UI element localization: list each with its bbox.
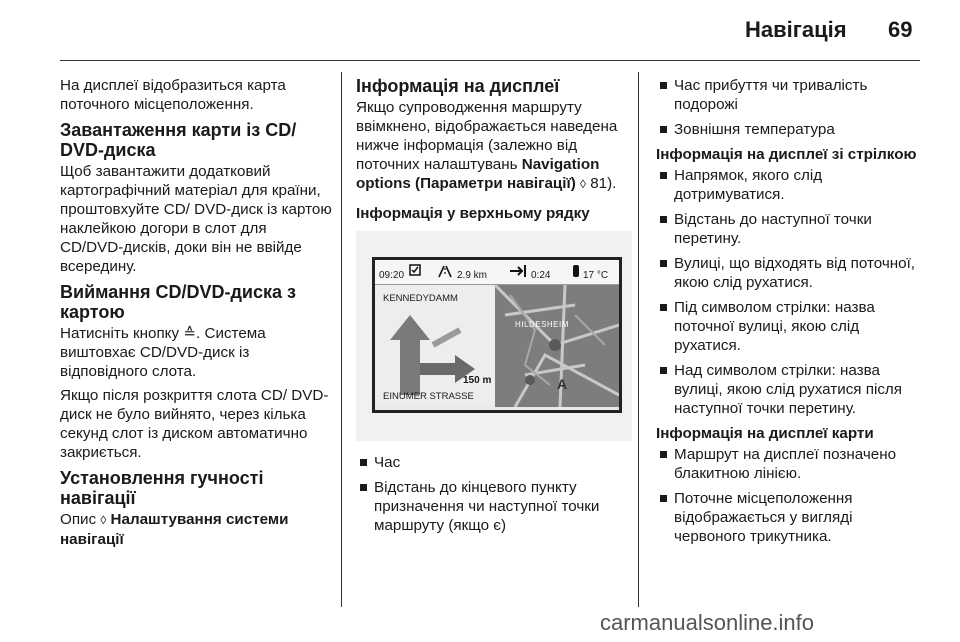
street-name-bottom: EINUMER STRASSE [383,391,474,402]
eject-paragraph-2: Якщо після розкриття слота CD/ DVD-диск не було вийнято, через кілька секунд слот із диском автоматично закриється. [60,387,329,461]
thermometer-icon [571,264,581,285]
column-1 [60,76,332,554]
status-bar [375,260,619,285]
list-item: Час прибуття чи тривалість подорожі [656,76,918,114]
eject-text-a: Натисніть кнопку [60,325,180,342]
section-heading-eject: Виймання CD/DVD-диска з картою [60,282,296,322]
road-icon [437,264,453,285]
volume-text: Опис [60,511,97,528]
map-letter-a: A [557,376,568,392]
header-rule [60,60,920,61]
column-divider-1 [341,72,342,607]
display-info-ref: 81). [590,175,617,192]
status-duration: 0:24 [531,270,551,281]
eject-text-b: . Система виштовхає CD/DVD-диск із відповідного слота. [60,325,266,380]
status-temperature: 17 °C [583,270,609,281]
clock-icon [409,264,421,283]
list-item: Вулиці, що відходять від поточної, якою слід рухатися. [656,254,918,292]
street-name-top: KENNEDYDAMM [383,293,458,304]
list-item: Час [356,453,634,472]
eject-paragraph [60,324,332,381]
section-heading-load-map: Завантаження карти із CD/ DVD-диска [60,120,297,160]
display-info-text: Якщо супроводження маршруту ввімкнено, відображається наведена нижче інформація (залежно від поточних налаштувань [356,99,618,173]
list-item: Поточне місцеположення відображається у вигляді червоного трикутника. [656,489,918,546]
list-item: Над символом стрілки: назва вулиці, якою слід рухатися після наступної точки перетину. [656,361,918,418]
footer-watermark: carmanualsonline.info [600,610,815,635]
load-map-paragraph: Щоб завантажити додатковий картографічний матеріал для країни, проштовхуйте CD/ DVD-диск із картою наклейкою догори в слот для CD/DVD-дисків, доки він не ввійде всередину. [60,163,332,275]
subheading-arrow-display: Інформація на дисплеї зі стрілкою [656,146,917,163]
navigation-screen [372,257,622,413]
section-heading-volume: Установлення гучності навігації [60,468,264,508]
top-row-info-list [356,453,634,535]
page-number: 69 [888,17,913,42]
list-item: Зовнішня температура [656,120,918,139]
top-row-info-list-continued [656,76,918,139]
section-heading-display-info: Інформація на дисплеї [356,76,560,96]
navigation-options-link[interactable]: Navigation options (Параметри навігації) [356,156,600,192]
list-item: Напрямок, якого слід дотримуватися. [656,166,918,204]
reference-arrow-icon: ◊ [100,513,107,527]
reference-arrow-icon: ◊ [580,177,586,191]
page-header-title: Навігація [745,17,847,42]
arrow-display-list [656,166,918,418]
destination-arrow-icon [509,264,527,285]
list-item: Під символом стрілки: назва поточної вулиці, якою слід рухатися. [656,298,918,355]
list-item: Маршрут на дисплеї позначено блакитною лінією. [656,445,918,483]
list-item: Відстань до кінцевого пункту призначення чи наступної точки маршруту (якщо є) [356,478,634,535]
status-time: 09:20 [379,270,405,281]
map-display-list [656,445,918,546]
intro-paragraph: На дисплеї відобразиться карта поточного місцеположення. [60,77,286,113]
volume-settings-link[interactable]: Налаштування системи навігації [60,511,289,548]
subheading-map-display: Інформація на дисплеї карти [656,425,874,442]
turn-distance: 150 m [463,375,492,386]
subheading-top-row: Інформація у верхньому рядку [356,205,590,222]
column-3 [656,76,918,552]
map-area [375,285,619,410]
list-item: Відстань до наступної точки перетину. [656,210,918,248]
volume-paragraph [60,510,332,549]
column-2 [356,76,634,541]
column-divider-2 [638,72,639,607]
city-label: HILDESHEIM [515,320,569,329]
display-info-paragraph [356,98,634,194]
navigation-display-figure [356,231,632,441]
status-distance: 2.9 km [457,270,488,281]
eject-icon: ≙ [183,325,197,342]
